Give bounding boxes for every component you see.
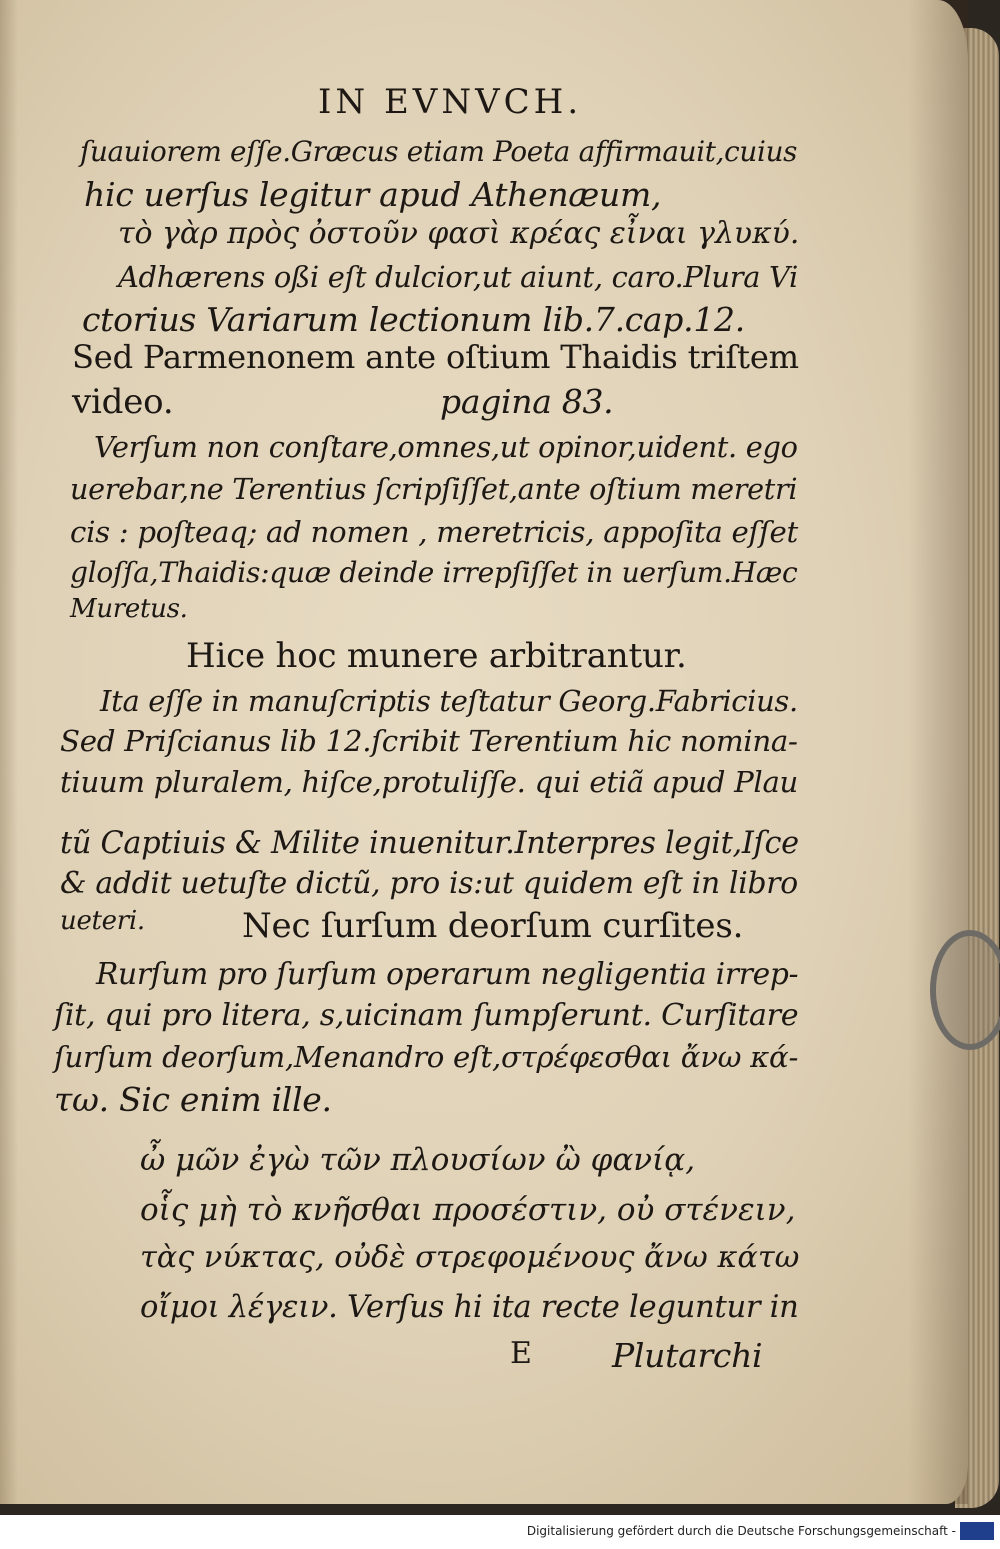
- text-line: Adhærens oßi eſt dulcior,ut aiunt, caro.Plura Vi: [118, 260, 798, 294]
- greek-verse: τὰς νύκτας, οὐδὲ στρεφομένους ἄνω κάτω: [140, 1240, 800, 1275]
- greek-line: τὸ γὰρ πρὸς ὀστοῦν φασὶ κρέας εἶναι γλυκύ.: [118, 216, 800, 251]
- lemma-line: video.: [72, 382, 174, 422]
- text-line: οἴμοι λέγειν. Verſus hi ita recte leguntur in: [140, 1290, 799, 1325]
- text-line: ueteri.: [60, 906, 145, 936]
- text-line: cis : poſteaq; ad nomen , meretricis, appoſita eſſet: [70, 515, 798, 549]
- text-line: Muretus.: [70, 594, 188, 624]
- running-head: IN EVNVCH.: [318, 82, 583, 122]
- lemma-line: Nec ſurſum deorſum curſites.: [242, 906, 744, 946]
- text-line: tiuum pluralem, hiſce,protuliſſe. qui etiã apud Plau: [60, 765, 799, 799]
- text-line: gloſſa,Thaidis:quæ deinde irrepſiſſet in uerſum.Hæc: [70, 556, 798, 589]
- text-line: uerebar,ne Terentius ſcripſiſſet,ante oſtium meretri: [70, 472, 798, 506]
- funding-credit: Digitalisierung gefördert durch die Deutsche Forschungsgemeinschaft -: [526, 1524, 956, 1538]
- lemma-line: Hice hoc munere arbitrantur.: [186, 636, 687, 676]
- clasp-ring: [930, 930, 1000, 1050]
- text-line: Sed Priſcianus lib 12.ſcribit Terentium hic nomina-: [60, 724, 798, 758]
- text-line: hic uerſus legitur apud Athenæum,: [84, 175, 662, 214]
- text-line: ctorius Variarum lectionum lib.7.cap.12.: [82, 300, 745, 339]
- catchword: Plutarchi: [612, 1336, 763, 1375]
- signature-mark: E: [510, 1336, 532, 1371]
- text-line: ſuauiorem eſſe.Græcus etiam Poeta affirmauit,cuius: [80, 135, 798, 168]
- text-line: & addit uetuſte dictũ, pro is:ut quidem eſt in libro: [60, 866, 798, 901]
- dfg-logo: [960, 1522, 994, 1540]
- text-line: tũ Captiuis & Milite inuenitur.Interpres legit,Iſce: [60, 826, 799, 861]
- text-line: Verſum non conſtare,omnes,ut opinor,uident. ego: [94, 430, 798, 464]
- text-line: Rurſum pro ſurſum operarum negligentia irrep-: [96, 956, 799, 991]
- page-reference: pagina 83.: [440, 382, 614, 421]
- text-line: τω. Sic enim ille.: [54, 1080, 332, 1119]
- gutter-shadow: [0, 0, 18, 1504]
- text-line: ſit, qui pro litera, s,uicinam ſumpſerunt. Curſitare: [54, 998, 799, 1033]
- lemma-line: Sed Parmenonem ante oſtium Thaidis triſtem: [72, 338, 799, 376]
- text-line: ſurſum deorſum,Menandro eſt,στρέφεσθαι ἄνω κά-: [54, 1040, 799, 1074]
- greek-verse: ὦ μῶν ἐγὼ τῶν πλουσίων ὢ φανίᾳ,: [140, 1142, 696, 1178]
- greek-verse: οἷς μὴ τὸ κνῆσθαι προσέστιν, οὐ στένειν,: [140, 1192, 796, 1228]
- text-line: Ita eſſe in manuſcriptis teſtatur Georg.Fabricius.: [100, 684, 798, 718]
- footer-bar: [0, 1515, 1000, 1549]
